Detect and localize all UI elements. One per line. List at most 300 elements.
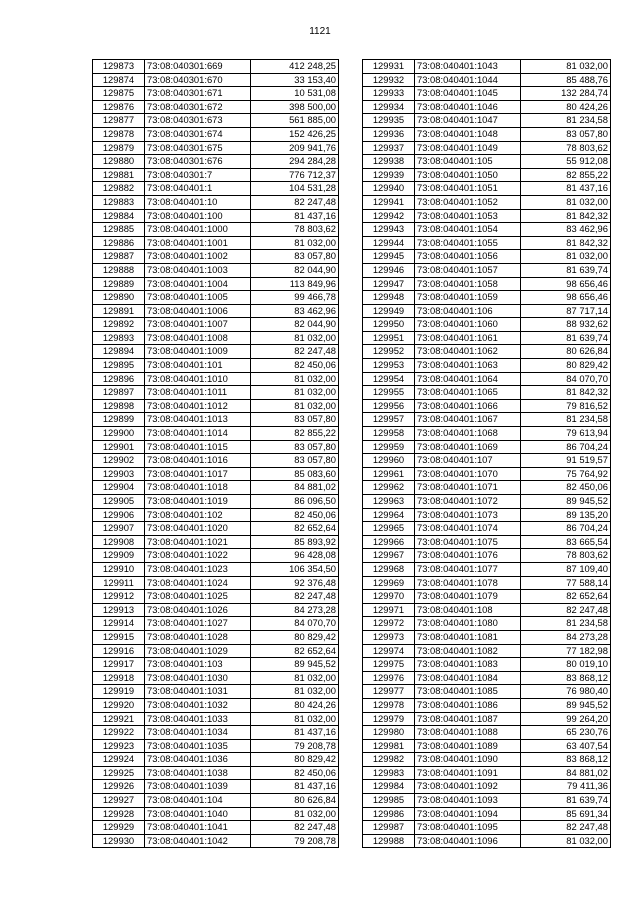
row-number-cell: 129923 [93, 739, 145, 753]
table-row [93, 535, 339, 549]
cadastral-number-cell: 73:08:040401:1072 [415, 495, 521, 509]
table-row [93, 73, 339, 87]
table-row [363, 318, 611, 332]
value-cell: 84 881,02 [521, 766, 611, 780]
value-cell: 89 135,20 [521, 508, 611, 522]
table-row [363, 481, 611, 495]
cadastral-number-cell: 73:08:040401:1001 [145, 236, 251, 250]
cadastral-number-cell: 73:08:040401:1094 [415, 807, 521, 821]
table-row [93, 562, 339, 576]
value-cell: 84 273,28 [521, 630, 611, 644]
value-cell: 83 868,12 [521, 671, 611, 685]
value-cell: 81 032,00 [521, 834, 611, 848]
table-row [93, 277, 339, 291]
row-number-cell: 129947 [363, 277, 415, 291]
cadastral-number-cell: 73:08:040401:1068 [415, 427, 521, 441]
value-cell: 80 626,84 [251, 794, 339, 808]
value-cell: 83 462,96 [251, 304, 339, 318]
table-row [363, 236, 611, 250]
cadastral-number-cell: 73:08:040401:1078 [415, 576, 521, 590]
value-cell: 77 588,14 [521, 576, 611, 590]
row-number-cell: 129957 [363, 413, 415, 427]
table-row [363, 182, 611, 196]
row-number-cell: 129931 [363, 60, 415, 74]
value-cell: 81 032,00 [251, 236, 339, 250]
cadastral-number-cell: 73:08:040301:676 [145, 155, 251, 169]
table-row [93, 141, 339, 155]
value-cell: 81 639,74 [521, 794, 611, 808]
row-number-cell: 129878 [93, 127, 145, 141]
value-cell: 86 096,50 [251, 495, 339, 509]
row-number-cell: 129950 [363, 318, 415, 332]
value-cell: 209 941,76 [251, 141, 339, 155]
table-row [93, 698, 339, 712]
cadastral-number-cell: 73:08:040401:1073 [415, 508, 521, 522]
cadastral-number-cell: 73:08:040401:1004 [145, 277, 251, 291]
row-number-cell: 129884 [93, 209, 145, 223]
value-cell: 132 284,74 [521, 87, 611, 101]
row-number-cell: 129874 [93, 73, 145, 87]
cadastral-number-cell: 73:08:040401:1029 [145, 644, 251, 658]
row-number-cell: 129952 [363, 345, 415, 359]
row-number-cell: 129962 [363, 481, 415, 495]
row-number-cell: 129912 [93, 590, 145, 604]
row-number-cell: 129892 [93, 318, 145, 332]
row-number-cell: 129930 [93, 834, 145, 848]
table-row [93, 304, 339, 318]
table-row [93, 603, 339, 617]
table-row [363, 617, 611, 631]
value-cell: 87 109,40 [521, 562, 611, 576]
cadastral-number-cell: 73:08:040401:1075 [415, 535, 521, 549]
cadastral-number-cell: 73:08:040401:1027 [145, 617, 251, 631]
row-number-cell: 129902 [93, 454, 145, 468]
row-number-cell: 129877 [93, 114, 145, 128]
value-cell: 81 842,32 [521, 386, 611, 400]
cadastral-number-cell: 73:08:040401:1077 [415, 562, 521, 576]
value-cell: 561 885,00 [251, 114, 339, 128]
value-cell: 81 842,32 [521, 209, 611, 223]
row-number-cell: 129967 [363, 549, 415, 563]
value-cell: 63 407,54 [521, 739, 611, 753]
value-cell: 85 691,34 [521, 807, 611, 821]
table-row [363, 522, 611, 536]
table-row [93, 440, 339, 454]
table-row [363, 576, 611, 590]
value-cell: 80 829,42 [251, 630, 339, 644]
table-row [363, 535, 611, 549]
cadastral-number-cell: 73:08:040401:1006 [145, 304, 251, 318]
value-cell: 82 247,48 [251, 821, 339, 835]
table-row [363, 277, 611, 291]
value-cell: 81 032,00 [521, 195, 611, 209]
value-cell: 82 450,06 [251, 766, 339, 780]
row-number-cell: 129960 [363, 454, 415, 468]
table-row [363, 359, 611, 373]
value-cell: 80 626,84 [521, 345, 611, 359]
value-cell: 81 437,16 [251, 209, 339, 223]
cadastral-number-cell: 73:08:040401:1069 [415, 440, 521, 454]
cadastral-number-cell: 73:08:040301:674 [145, 127, 251, 141]
value-cell: 81 639,74 [521, 331, 611, 345]
table-row [363, 766, 611, 780]
cadastral-number-cell: 73:08:040401:1095 [415, 821, 521, 835]
table-row [93, 399, 339, 413]
table-row [93, 345, 339, 359]
value-cell: 83 868,12 [521, 753, 611, 767]
cadastral-number-cell: 73:08:040401:1083 [415, 658, 521, 672]
cadastral-number-cell: 73:08:040301:670 [145, 73, 251, 87]
cadastral-number-cell: 73:08:040401:104 [145, 794, 251, 808]
row-number-cell: 129938 [363, 155, 415, 169]
cadastral-number-cell: 73:08:040401:1076 [415, 549, 521, 563]
value-cell: 81 437,16 [521, 182, 611, 196]
table-row [363, 168, 611, 182]
row-number-cell: 129955 [363, 386, 415, 400]
row-number-cell: 129921 [93, 712, 145, 726]
row-number-cell: 129958 [363, 427, 415, 441]
cadastral-number-cell: 73:08:040401:1038 [145, 766, 251, 780]
value-cell: 80 829,42 [251, 753, 339, 767]
row-number-cell: 129909 [93, 549, 145, 563]
table-row [93, 359, 339, 373]
cadastral-number-cell: 73:08:040401:1055 [415, 236, 521, 250]
table-row [363, 413, 611, 427]
cadastral-number-cell: 73:08:040401:1039 [145, 780, 251, 794]
row-number-cell: 129875 [93, 87, 145, 101]
table-row [93, 685, 339, 699]
cadastral-number-cell: 73:08:040401:1049 [415, 141, 521, 155]
value-cell: 33 153,40 [251, 73, 339, 87]
row-number-cell: 129981 [363, 739, 415, 753]
value-cell: 89 945,52 [251, 658, 339, 672]
cadastral-number-cell: 73:08:040401:1051 [415, 182, 521, 196]
table-row [93, 454, 339, 468]
value-cell: 294 284,28 [251, 155, 339, 169]
table-row [363, 427, 611, 441]
row-number-cell: 129982 [363, 753, 415, 767]
cadastral-number-cell: 73:08:040401:1065 [415, 386, 521, 400]
row-number-cell: 129901 [93, 440, 145, 454]
table-row [93, 182, 339, 196]
cadastral-number-cell: 73:08:040401:1014 [145, 427, 251, 441]
cadastral-number-cell: 73:08:040401:1019 [145, 495, 251, 509]
value-cell: 104 531,28 [251, 182, 339, 196]
cadastral-number-cell: 73:08:040401:1025 [145, 590, 251, 604]
table-row [93, 834, 339, 848]
table-row [93, 576, 339, 590]
row-number-cell: 129913 [93, 603, 145, 617]
cadastral-number-cell: 73:08:040401:1086 [415, 698, 521, 712]
row-number-cell: 129876 [93, 100, 145, 114]
cadastral-number-cell: 73:08:040401:1084 [415, 671, 521, 685]
row-number-cell: 129927 [93, 794, 145, 808]
cadastral-number-cell: 73:08:040301:675 [145, 141, 251, 155]
table-row [93, 630, 339, 644]
cadastral-number-cell: 73:08:040401:1071 [415, 481, 521, 495]
value-cell: 81 032,00 [251, 386, 339, 400]
cadastral-number-cell: 73:08:040401:102 [145, 508, 251, 522]
row-number-cell: 129897 [93, 386, 145, 400]
value-cell: 81 032,00 [521, 60, 611, 74]
row-number-cell: 129978 [363, 698, 415, 712]
cadastral-number-cell: 73:08:040401:1063 [415, 359, 521, 373]
row-number-cell: 129940 [363, 182, 415, 196]
table-row [93, 60, 339, 74]
row-number-cell: 129972 [363, 617, 415, 631]
value-cell: 81 639,74 [521, 263, 611, 277]
table-row [363, 141, 611, 155]
table-row [93, 726, 339, 740]
value-cell: 83 462,96 [521, 223, 611, 237]
row-number-cell: 129939 [363, 168, 415, 182]
table-row [93, 549, 339, 563]
row-number-cell: 129973 [363, 630, 415, 644]
row-number-cell: 129988 [363, 834, 415, 848]
value-cell: 79 208,78 [251, 739, 339, 753]
cadastral-number-cell: 73:08:040401:1021 [145, 535, 251, 549]
value-cell: 82 450,06 [251, 359, 339, 373]
row-number-cell: 129918 [93, 671, 145, 685]
table-row [93, 495, 339, 509]
table-row [93, 372, 339, 386]
cadastral-number-cell: 73:08:040401:1042 [145, 834, 251, 848]
table-row [93, 658, 339, 672]
cadastral-number-cell: 73:08:040401:1085 [415, 685, 521, 699]
value-cell: 113 849,96 [251, 277, 339, 291]
table-row [93, 318, 339, 332]
table-row [363, 739, 611, 753]
table-row [363, 454, 611, 468]
value-cell: 87 717,14 [521, 304, 611, 318]
value-cell: 79 816,52 [521, 399, 611, 413]
row-number-cell: 129914 [93, 617, 145, 631]
table-row [363, 195, 611, 209]
row-number-cell: 129917 [93, 658, 145, 672]
cadastral-number-cell: 73:08:040401:108 [415, 603, 521, 617]
row-number-cell: 129934 [363, 100, 415, 114]
row-number-cell: 129886 [93, 236, 145, 250]
row-number-cell: 129910 [93, 562, 145, 576]
cadastral-number-cell: 73:08:040401:1090 [415, 753, 521, 767]
cadastral-number-cell: 73:08:040401:1032 [145, 698, 251, 712]
table-row [93, 590, 339, 604]
row-number-cell: 129898 [93, 399, 145, 413]
value-cell: 99 466,78 [251, 291, 339, 305]
value-cell: 398 500,00 [251, 100, 339, 114]
value-cell: 82 450,06 [521, 481, 611, 495]
value-cell: 81 032,00 [251, 712, 339, 726]
table-row [93, 821, 339, 835]
table-row [363, 658, 611, 672]
value-cell: 82 652,64 [251, 522, 339, 536]
row-number-cell: 129987 [363, 821, 415, 835]
table-row [363, 223, 611, 237]
row-number-cell: 129888 [93, 263, 145, 277]
cadastral-number-cell: 73:08:040401:10 [145, 195, 251, 209]
value-cell: 83 057,80 [251, 413, 339, 427]
value-cell: 84 273,28 [251, 603, 339, 617]
table-row [363, 562, 611, 576]
cadastral-number-cell: 73:08:040401:1005 [145, 291, 251, 305]
cadastral-number-cell: 73:08:040401:1013 [145, 413, 251, 427]
table-row [93, 467, 339, 481]
row-number-cell: 129887 [93, 250, 145, 264]
row-number-cell: 129906 [93, 508, 145, 522]
value-cell: 81 032,00 [251, 399, 339, 413]
row-number-cell: 129908 [93, 535, 145, 549]
table-row [363, 780, 611, 794]
cadastral-number-cell: 73:08:040401:1089 [415, 739, 521, 753]
table-row [93, 263, 339, 277]
right-table-body [363, 60, 611, 848]
table-row [93, 753, 339, 767]
value-cell: 152 426,25 [251, 127, 339, 141]
cadastral-number-cell: 73:08:040401:1031 [145, 685, 251, 699]
table-row [93, 413, 339, 427]
cadastral-number-cell: 73:08:040401:1040 [145, 807, 251, 821]
table-row [363, 726, 611, 740]
cadastral-number-cell: 73:08:040401:1041 [145, 821, 251, 835]
row-number-cell: 129966 [363, 535, 415, 549]
cadastral-number-cell: 73:08:040401:1054 [415, 223, 521, 237]
table-row [363, 250, 611, 264]
value-cell: 96 428,08 [251, 549, 339, 563]
cadastral-number-cell: 73:08:040401:1017 [145, 467, 251, 481]
page-number: 1121 [309, 26, 331, 37]
table-row [363, 114, 611, 128]
cadastral-number-cell: 73:08:040401:1080 [415, 617, 521, 631]
row-number-cell: 129936 [363, 127, 415, 141]
table-row [93, 127, 339, 141]
cadastral-number-cell: 73:08:040401:1046 [415, 100, 521, 114]
value-cell: 88 932,62 [521, 318, 611, 332]
value-cell: 78 803,62 [521, 549, 611, 563]
row-number-cell: 129891 [93, 304, 145, 318]
table-row [363, 807, 611, 821]
right-register-table [362, 59, 611, 848]
cadastral-number-cell: 73:08:040401:1015 [145, 440, 251, 454]
row-number-cell: 129894 [93, 345, 145, 359]
row-number-cell: 129970 [363, 590, 415, 604]
cadastral-number-cell: 73:08:040401:1028 [145, 630, 251, 644]
row-number-cell: 129880 [93, 155, 145, 169]
cadastral-number-cell: 73:08:040401:1030 [145, 671, 251, 685]
value-cell: 84 070,70 [251, 617, 339, 631]
value-cell: 81 032,00 [251, 685, 339, 699]
row-number-cell: 129926 [93, 780, 145, 794]
row-number-cell: 129889 [93, 277, 145, 291]
table-row [363, 834, 611, 848]
value-cell: 81 234,58 [521, 114, 611, 128]
row-number-cell: 129945 [363, 250, 415, 264]
value-cell: 65 230,76 [521, 726, 611, 740]
table-row [93, 481, 339, 495]
table-row [363, 291, 611, 305]
cadastral-number-cell: 73:08:040401:1079 [415, 590, 521, 604]
table-row [93, 236, 339, 250]
row-number-cell: 129928 [93, 807, 145, 821]
table-row [93, 617, 339, 631]
row-number-cell: 129919 [93, 685, 145, 699]
table-row [93, 87, 339, 101]
cadastral-number-cell: 73:08:040301:7 [145, 168, 251, 182]
table-row [363, 712, 611, 726]
table-row [363, 495, 611, 509]
value-cell: 78 803,62 [251, 223, 339, 237]
row-number-cell: 129974 [363, 644, 415, 658]
value-cell: 86 704,24 [521, 440, 611, 454]
row-number-cell: 129900 [93, 427, 145, 441]
row-number-cell: 129904 [93, 481, 145, 495]
row-number-cell: 129949 [363, 304, 415, 318]
row-number-cell: 129937 [363, 141, 415, 155]
cadastral-number-cell: 73:08:040401:1087 [415, 712, 521, 726]
table-row [93, 386, 339, 400]
table-row [93, 250, 339, 264]
cadastral-number-cell: 73:08:040401:1036 [145, 753, 251, 767]
table-row [363, 331, 611, 345]
value-cell: 81 032,00 [251, 372, 339, 386]
row-number-cell: 129873 [93, 60, 145, 74]
cadastral-number-cell: 73:08:040401:1048 [415, 127, 521, 141]
table-row [93, 114, 339, 128]
row-number-cell: 129929 [93, 821, 145, 835]
row-number-cell: 129980 [363, 726, 415, 740]
value-cell: 81 032,00 [521, 250, 611, 264]
cadastral-number-cell: 73:08:040401:1052 [415, 195, 521, 209]
table-row [93, 168, 339, 182]
row-number-cell: 129933 [363, 87, 415, 101]
cadastral-number-cell: 73:08:040401:1010 [145, 372, 251, 386]
row-number-cell: 129948 [363, 291, 415, 305]
cadastral-number-cell: 73:08:040401:1018 [145, 481, 251, 495]
cadastral-number-cell: 73:08:040401:1045 [415, 87, 521, 101]
cadastral-number-cell: 73:08:040301:672 [145, 100, 251, 114]
cadastral-number-cell: 73:08:040401:1035 [145, 739, 251, 753]
cadastral-number-cell: 73:08:040401:1011 [145, 386, 251, 400]
table-row [363, 386, 611, 400]
table-row [93, 331, 339, 345]
value-cell: 80 424,26 [521, 100, 611, 114]
table-row [93, 766, 339, 780]
value-cell: 91 519,57 [521, 454, 611, 468]
cadastral-number-cell: 73:08:040401:1023 [145, 562, 251, 576]
value-cell: 82 247,48 [251, 590, 339, 604]
row-number-cell: 129968 [363, 562, 415, 576]
table-row [363, 87, 611, 101]
row-number-cell: 129951 [363, 331, 415, 345]
cadastral-number-cell: 73:08:040401:1081 [415, 630, 521, 644]
row-number-cell: 129896 [93, 372, 145, 386]
table-row [93, 291, 339, 305]
row-number-cell: 129920 [93, 698, 145, 712]
value-cell: 82 652,64 [251, 644, 339, 658]
cadastral-number-cell: 73:08:040401:103 [145, 658, 251, 672]
value-cell: 81 234,58 [521, 617, 611, 631]
cadastral-number-cell: 73:08:040401:1088 [415, 726, 521, 740]
value-cell: 84 881,02 [251, 481, 339, 495]
row-number-cell: 129916 [93, 644, 145, 658]
value-cell: 81 234,58 [521, 413, 611, 427]
cadastral-number-cell: 73:08:040401:1067 [415, 413, 521, 427]
value-cell: 82 247,48 [521, 603, 611, 617]
value-cell: 75 764,92 [521, 467, 611, 481]
table-row [363, 590, 611, 604]
value-cell: 85 893,92 [251, 535, 339, 549]
row-number-cell: 129983 [363, 766, 415, 780]
cadastral-number-cell: 73:08:040401:105 [415, 155, 521, 169]
